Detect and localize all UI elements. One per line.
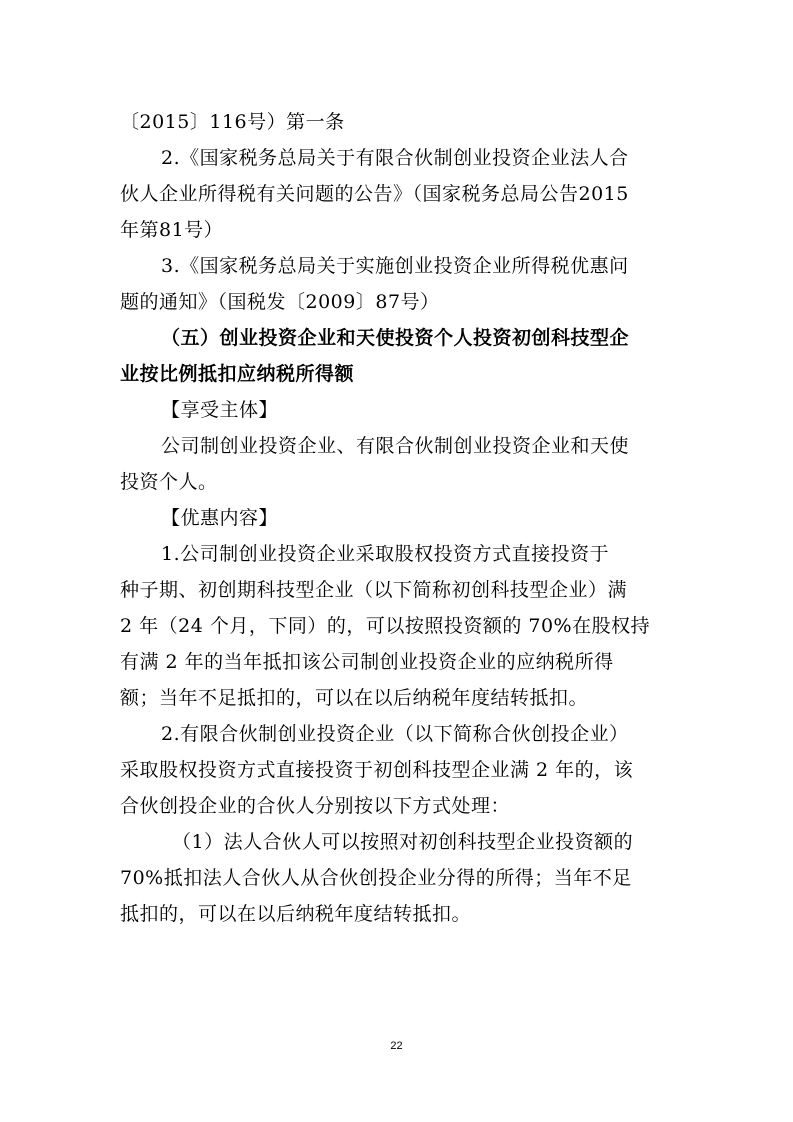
- text-line: 1.公司制创业投资企业采取股权投资方式直接投资于: [161, 543, 610, 565]
- text-line: 伙人企业所得税有关问题的公告》（国家税务总局公告2015: [120, 183, 629, 205]
- text-line: （1）法人合伙人可以按照对初创科技型企业投资额的: [172, 831, 634, 853]
- text-line: 投资个人。: [120, 471, 218, 493]
- text-line: 采取股权投资方式直接投资于初创科技型企业满 2 年的，该: [120, 759, 634, 781]
- text-line: 额；当年不足抵扣的，可以在以后纳税年度结转抵扣。: [120, 687, 589, 709]
- page-number: 22: [390, 1040, 403, 1052]
- text-line: 抵扣的，可以在以后纳税年度结转抵扣。: [120, 903, 472, 925]
- text-line: 公司制创业投资企业、有限合伙制创业投资企业和天使: [161, 435, 630, 457]
- text-line: 3.《国家税务总局关于实施创业投资企业所得税优惠问: [161, 255, 629, 277]
- text-line: 种子期、初创期科技型企业（以下简称初创科技型企业）满: [120, 579, 628, 601]
- text-line: 2.有限合伙制创业投资企业（以下简称合伙创投企业）: [161, 723, 629, 745]
- text-line: 年第81号）: [120, 219, 224, 241]
- text-line: 2.《国家税务总局关于有限合伙制创业投资企业法人合: [161, 147, 629, 169]
- text-line: 题的通知》（国税发〔2009〕87号）: [120, 291, 440, 313]
- text-line: 【享受主体】: [161, 399, 279, 421]
- text-line: 【优惠内容】: [161, 507, 279, 529]
- text-line: 〔2015〕116号）第一条: [120, 111, 345, 133]
- text-line: 合伙创投企业的合伙人分别按以下方式处理：: [120, 795, 511, 817]
- document-body: [120, 104, 676, 932]
- text-line: 70%抵扣法人合伙人从合伙创投企业分得的所得；当年不足: [120, 867, 632, 889]
- section-heading-line: （五）创业投资企业和天使投资个人投资初创科技型企: [161, 327, 630, 349]
- section-heading-line: 业按比例抵扣应纳税所得额: [120, 363, 355, 385]
- text-line: 有满 2 年的当年抵扣该公司制创业投资企业的应纳税所得: [120, 651, 614, 673]
- text-line: 2 年（24 个月，下同）的，可以按照投资额的 70%在股权持: [120, 615, 651, 637]
